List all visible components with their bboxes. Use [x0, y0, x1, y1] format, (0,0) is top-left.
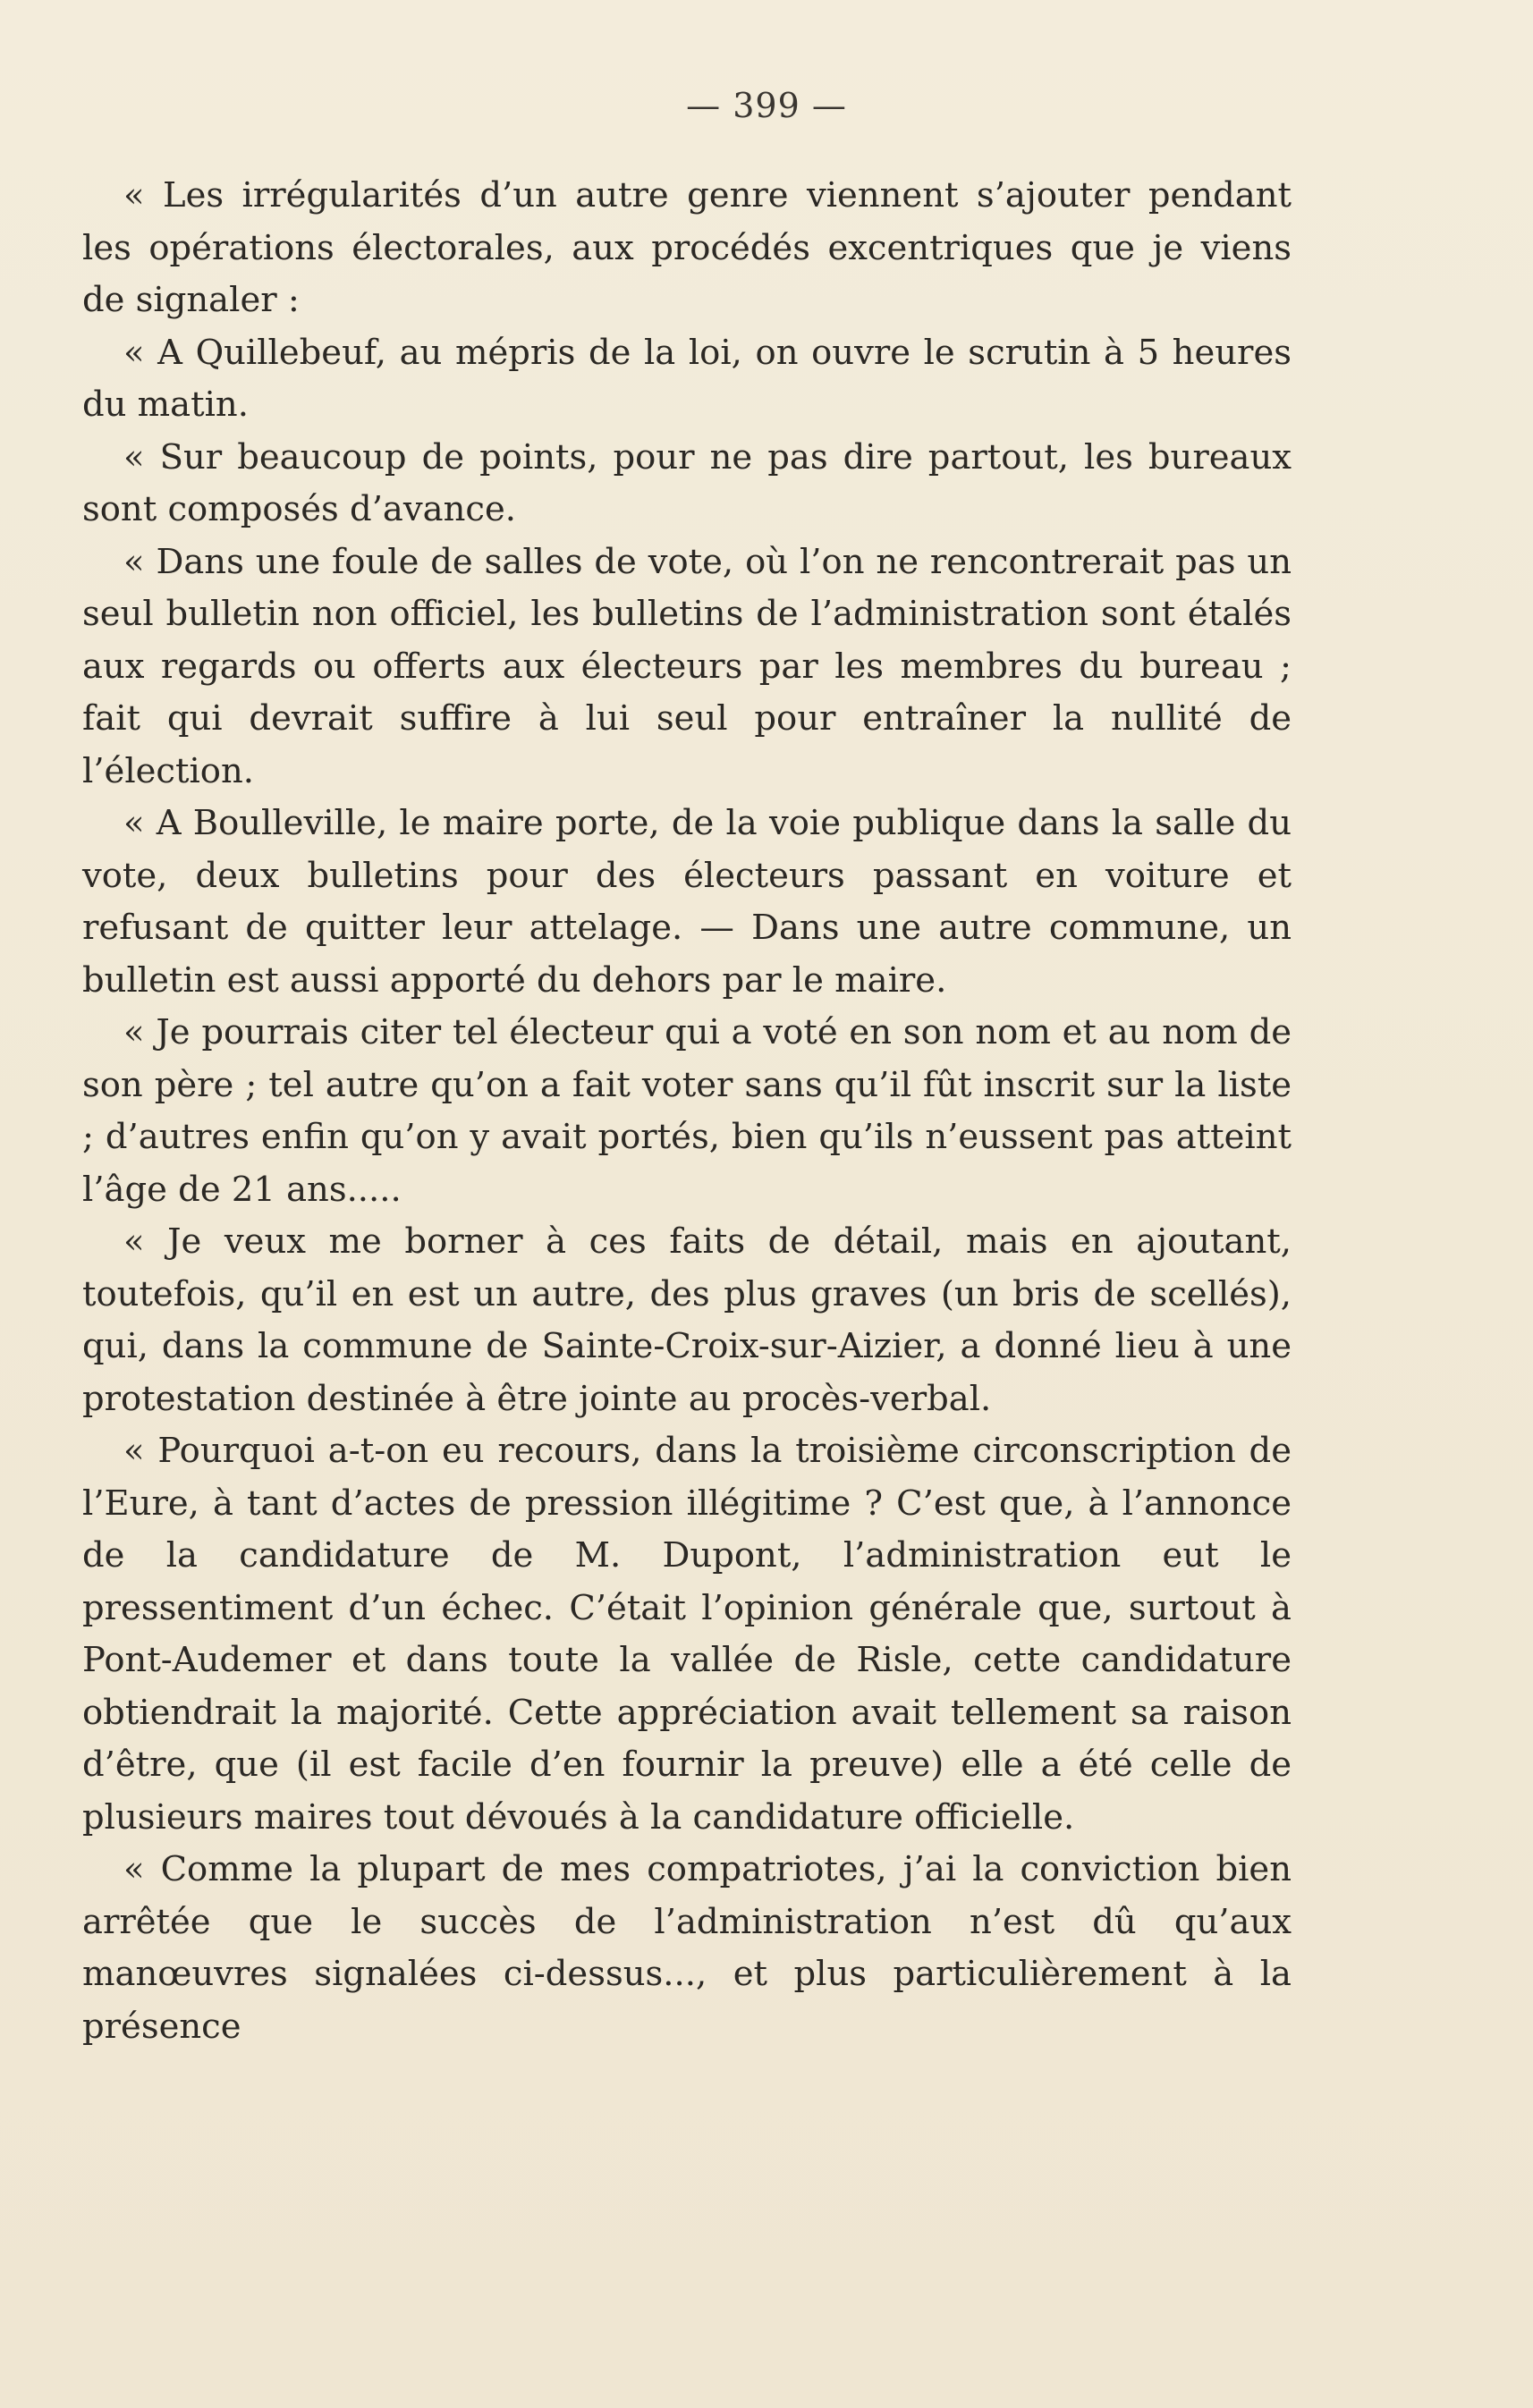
page-number: — 399 —: [686, 86, 847, 125]
paragraph: « Les irrégularités d’un autre genre viennent s’ajouter pendant les opérations électorales, aux procédés excentriques que je viens de signaler :: [82, 175, 1292, 320]
paragraph: « Sur beaucoup de points, pour ne pas dire partout, les bureaux sont composés d’avance.: [82, 436, 1292, 529]
paragraph: « Comme la plupart de mes compatriotes, j’ai la conviction bien arrêtée que le succès de l’administration n’est dû qu’aux manœuvres signalées ci-dessus..., et plus particulièrement à la présence: [82, 1849, 1292, 2047]
paragraph: « Je veux me borner à ces faits de détail, mais en ajoutant, toutefois, qu’il en est un autre, des plus graves (un bris de scellés), qui, dans la commune de Sainte-Croix-sur-Aizier, a donné lieu à une protestation destinée à être jointe au procès-verbal.: [82, 1221, 1292, 1419]
paragraph: « Je pourrais citer tel électeur qui a voté en son nom et au nom de son père ; tel autre qu’on a fait voter sans qu’il fût inscrit sur la liste ; d’autres enfin qu’on y avait portés, bien qu’ils n’eussent pas atteint l’âge de 21 ans.....: [82, 1012, 1292, 1210]
body-text: [82, 170, 1292, 2053]
paragraph: « Pourquoi a-t-on eu recours, dans la troisième circonscription de l’Eure, à tant d’actes de pression illégitime ? C’est que, à l’annonce de la candidature de M. Dupont, l’administration eut le pressentiment d’un échec. C’était l’opinion générale que, surtout à Pont-Audemer et dans toute la vallée de Risle, cette candidature obtiendrait la majorité. Cette appréciation avait tellement sa raison d’être, que (il est facile d’en fournir la preuve) elle a été celle de plusieurs maires tout dévoués à la candidature officielle.: [82, 1431, 1292, 1838]
paragraph: « A Quillebeuf, au mépris de la loi, on ouvre le scrutin à 5 heures du matin.: [82, 332, 1292, 425]
paragraph: « Dans une foule de salles de vote, où l’on ne rencontrerait pas un seul bulletin non officiel, les bulletins de l’administration sont étalés aux regards ou offerts aux électeurs par les membres du bureau ; fait qui devrait suffire à lui seul pour entraîner la nullité de l’élection.: [82, 541, 1292, 791]
paragraph: « A Boulleville, le maire porte, de la voie publique dans la salle du vote, deux bulletins pour des électeurs passant en voiture et refusant de quitter leur attelage. — Dans une autre commune, un bulletin est aussi apporté du dehors par le maire.: [82, 803, 1292, 1001]
